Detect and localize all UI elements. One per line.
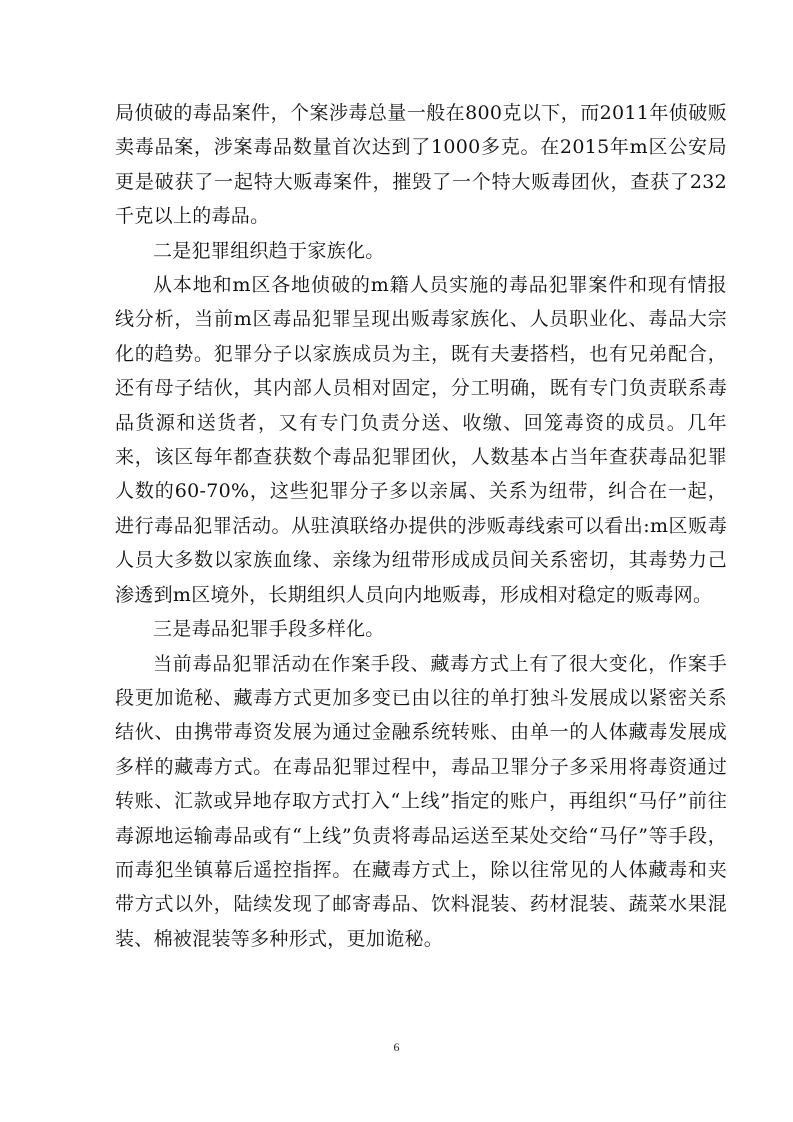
paragraph-case-history: 局侦破的毒品案件，个案涉毒总量一般在800克以下，而2011年侦破贩卖毒品案，涉案毒品数量首次达到了1000多克。在2015年m区公安局更是破获了一起特大贩毒案件，摧毁了一个特大贩毒团伙，查获了232千克以上的毒品。 [115, 102, 727, 228]
paragraph-family-organization: 从本地和m区各地侦破的m籍人员实施的毒品犯罪案件和现有情报线分析，当前m区毒品犯罪呈现出贩毒家族化、人员职业化、毒品大宗化的趋势。犯罪分子以家族成员为主，既有夫妻搭档，也有兄弟配合，还有母子结伙，其内部人员相对固定，分工明确，既有专门负责联系毒品货源和送货者，又有专门负责分送、收缴、回笼毒资的成员。几年来，该区每年都查获数个毒品犯罪团伙，人数基本占当年查获毒品犯罪人数的60-70%，这些犯罪分子多以亲属、关系为纽带，纠合在一起，进行毒品犯罪活动。从驻滇联络办提供的涉贩毒线索可以看出:m区贩毒人员大多数以家族血缘、亲缘为纽带形成成员间关系密切，其毒势力己渗透到m区境外，长期组织人员向内地贩毒，形成相对稳定的贩毒网。 [115, 274, 727, 606]
page-number: 6 [393, 1040, 400, 1054]
document-body [115, 96, 727, 956]
heading-diverse-methods: 三是毒品犯罪手段多样化。 [153, 618, 385, 641]
heading-family-organization: 二是犯罪组织趋于家族化。 [153, 239, 385, 262]
paragraph-diverse-methods: 当前毒品犯罪活动在作案手段、藏毒方式上有了很大变化，作案手段更加诡秘、藏毒方式更加多变已由以往的单打独斗发展成以紧密关系结伙、由携带毒资发展为通过金融系统转账、由单一的人体藏毒发展成多样的藏毒方式。在毒品犯罪过程中，毒品卫罪分子多采用将毒资通过转账、汇款或异地存取方式打入“上线”指定的账户，再组织“马仔”前往毒源地运输毒品或有“上线”负责将毒品运送至某处交给“马仔”等手段，而毒犯坐镇幕后遥控指挥。在藏毒方式上，除以往常见的人体藏毒和夹带方式以外，陆续发现了邮寄毒品、饮料混装、药材混装、蔬菜水果混装、棉被混装等多种形式，更加诡秘。 [115, 652, 727, 950]
